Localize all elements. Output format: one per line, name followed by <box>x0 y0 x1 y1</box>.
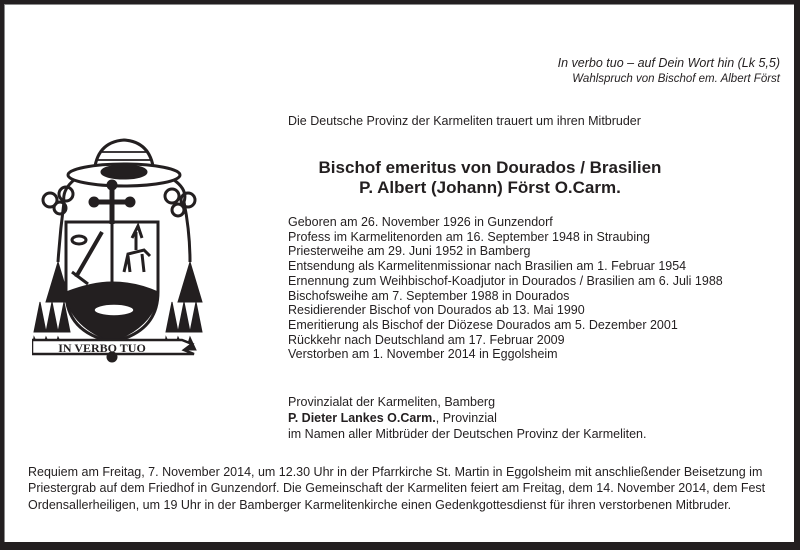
title-line-name: P. Albert (Johann) Först O.Carm. <box>359 178 621 197</box>
motto-attribution: Wahlspruch von Bischof em. Albert Först <box>572 73 780 85</box>
bio-line: Entsendung als Karmelitenmissionar nach Brasilien am 1. Februar 1954 <box>288 259 687 274</box>
bio-line: Verstorben am 1. November 2014 in Eggolsheim <box>288 347 558 362</box>
episcopal-motto <box>558 55 780 87</box>
signer-role: , Provinzial <box>435 411 497 425</box>
requiem-notice: Requiem am Freitag, 7. November 2014, um 12.30 Uhr in der Pfarrkirche St. Martin in Eggolsheim mit anschließender Beisetzung im Priestergrab auf dem Friedhof in Gunzendorf. Die Gemeinschaft der Karmeliten feiert am Freitag, dem 14. November 2014, dem Fest Ordensallerheiligen, um 19 Uhr in der Bamberger Karmelitenkirche einen Gedenkgottesdienst für ihren verstorbenen Mitbruder. <box>28 465 766 512</box>
obituary-notice <box>4 4 794 542</box>
bio-line: Profess im Karmelitenorden am 16. September 1948 in Straubing <box>288 229 650 244</box>
bio-line: Ernennung zum Weihbischof-Koadjutor in Dourados / Brasilien am 6. Juli 1988 <box>288 273 723 288</box>
coat-banner-text: IN VERBO TUO <box>58 341 146 355</box>
bio-line: Geboren am 26. November 1926 in Gunzendorf <box>288 215 553 229</box>
signature-on-behalf: im Namen aller Mitbrüder der Deutschen Provinz der Karmeliten. <box>288 427 647 441</box>
intro-text: Die Deutsche Provinz der Karmeliten trauert um ihren Mitbruder <box>288 114 641 128</box>
signer-name: P. Dieter Lankes O.Carm. <box>288 411 436 425</box>
bio-line: Priesterweihe am 29. Juni 1952 in Bamberg <box>288 244 531 259</box>
title-line-rank: Bischof emeritus von Dourados / Brasilien <box>318 158 662 177</box>
bio-line: Emeritierung als Bischof der Diözese Dourados am 5. Dezember 2001 <box>288 317 678 332</box>
bio-line: Rückkehr nach Deutschland am 17. Februar 2009 <box>288 332 565 347</box>
deceased-title <box>295 158 685 198</box>
biography-list <box>288 215 723 362</box>
signature-block <box>288 394 646 442</box>
signature-institution: Provinzialat der Karmeliten, Bamberg <box>288 395 496 409</box>
bio-line: Bischofsweihe am 7. September 1988 in Dourados <box>288 288 570 303</box>
bio-line: Residierender Bischof von Dourados ab 13. Mai 1990 <box>288 303 585 318</box>
signature-signer <box>288 410 646 426</box>
episcopal-coat-of-arms-icon <box>32 132 232 372</box>
motto-quote: In verbo tuo – auf Dein Wort hin (Lk 5,5) <box>557 56 780 70</box>
